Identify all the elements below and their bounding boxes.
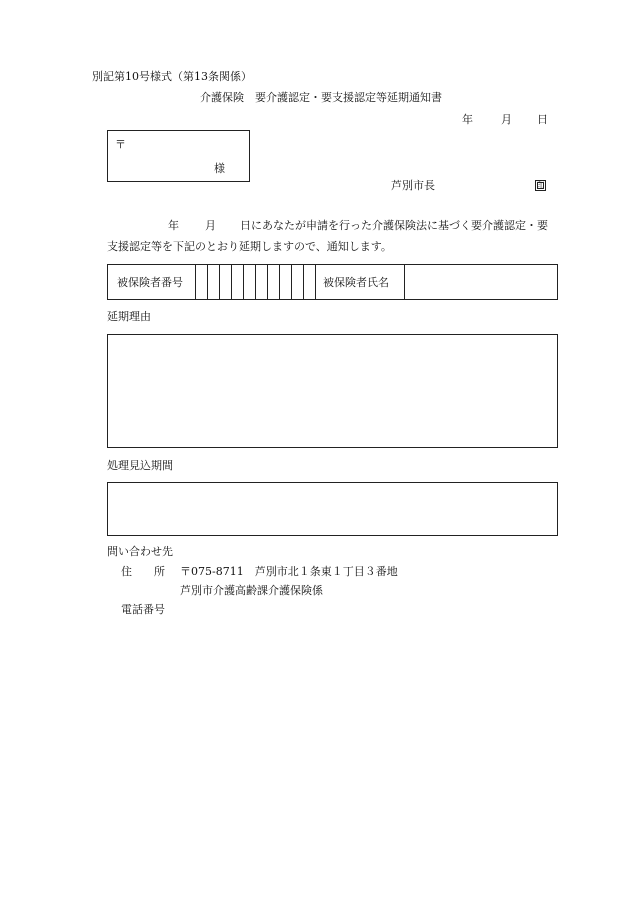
official-seal: 印 — [536, 181, 545, 190]
insured-number-digit-cell[interactable] — [220, 267, 230, 297]
insured-number-digit-cell[interactable] — [280, 267, 290, 297]
form-reference: 別記第10号様式（第13条関係） — [92, 70, 252, 83]
name-label-divider — [315, 265, 316, 299]
insured-number-digit-cell[interactable] — [292, 267, 302, 297]
insured-number-digit-cell[interactable] — [244, 267, 254, 297]
date-year-label: 年 — [462, 113, 473, 126]
honorific-sama: 様 — [214, 162, 225, 175]
insured-name-field[interactable] — [408, 269, 554, 295]
postal-mark: 〒 — [115, 138, 126, 151]
insured-name-label: 被保険者氏名 — [323, 276, 389, 289]
delay-reason-label: 延期理由 — [107, 310, 151, 323]
date-day-label: 日 — [537, 113, 548, 126]
contact-heading: 問い合わせ先 — [107, 545, 173, 558]
insured-number-digit-cell[interactable] — [256, 267, 266, 297]
insured-number-label: 被保険者番号 — [117, 276, 183, 289]
document-title: 介護保険 要介護認定・要支援認定等延期通知書 — [200, 91, 442, 104]
contact-address-value: 〒075-8711 芦別市北１条東１丁目３番地 — [180, 565, 398, 578]
insured-number-digit-cell[interactable] — [268, 267, 278, 297]
recipient-address-box — [107, 130, 250, 182]
contact-phone-label: 電話番号 — [121, 603, 165, 616]
contact-address-label: 住 所 — [121, 565, 165, 578]
insured-number-digit-cell[interactable] — [304, 267, 314, 297]
body-year-label: 年 — [168, 219, 179, 232]
name-value-divider — [404, 265, 405, 299]
insured-number-digit-cell[interactable] — [208, 267, 218, 297]
delay-reason-box[interactable] — [107, 334, 558, 448]
body-month-label: 月 — [205, 219, 216, 232]
insured-number-digit-cell[interactable] — [232, 267, 242, 297]
processing-period-label: 処理見込期間 — [107, 459, 173, 472]
processing-period-box[interactable] — [107, 482, 558, 536]
insured-info-table — [107, 264, 558, 300]
date-month-label: 月 — [501, 113, 512, 126]
contact-department: 芦別市介護高齢課介護保険係 — [180, 584, 323, 597]
body-text-line1: 日にあなたが申請を行った介護保険法に基づく要介護認定・要 — [240, 219, 548, 232]
body-text-line2: 支援認定等を下記のとおり延期しますので、通知します。 — [107, 240, 392, 253]
issuer-name: 芦別市長 — [391, 179, 435, 192]
insured-number-digit-cell[interactable] — [196, 267, 206, 297]
